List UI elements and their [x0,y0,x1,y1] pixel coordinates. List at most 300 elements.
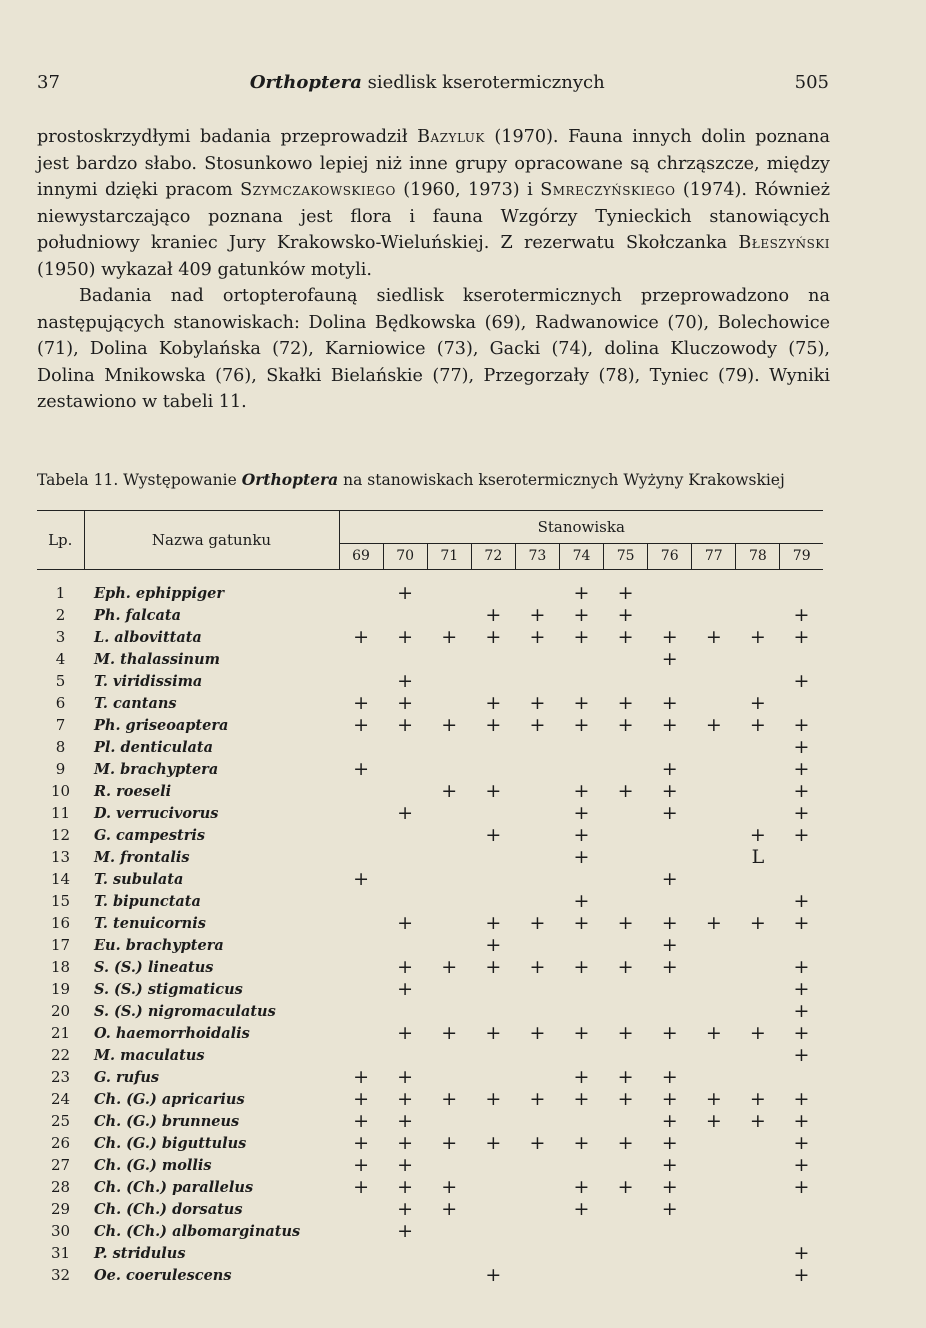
occurrence-mark: + [793,714,810,736]
table-row [37,1088,823,1110]
occurrence-mark: + [485,604,502,626]
occurrence-mark: + [529,714,546,736]
occurrence-mark: + [353,1132,369,1154]
occurrence-mark [383,1000,427,1022]
occurrence-mark [471,846,515,868]
occurrence-mark: + [353,758,369,780]
table-row [37,758,823,780]
species-name: Oe. coerulescens [94,1266,232,1284]
occurrence-mark: + [529,956,546,978]
occurrence-mark: + [661,1132,678,1154]
occurrence-mark: + [661,1198,678,1220]
occurrence-mark [427,978,471,1000]
occurrence-mark: + [661,1110,678,1132]
species-name: S. (S.) stigmaticus [94,980,243,998]
species-name: Eu. brachyptera [94,936,224,954]
occurrence-mark: + [397,1066,414,1088]
occurrence-mark [339,890,383,912]
table-row [37,780,823,802]
row-number: 19 [50,980,71,998]
occurrence-mark: + [573,604,590,626]
table-row [37,868,823,890]
occurrence-mark: + [749,912,766,934]
occurrence-mark: + [661,956,678,978]
occurrence-mark: + [617,626,634,648]
species-name: P. stridulus [94,1244,186,1262]
occurrence-mark [692,780,736,802]
occurrence-mark [736,758,780,780]
site-header-74: 74 [559,543,603,569]
species-name: T. viridissima [94,672,203,690]
occurrence-mark: + [793,1110,810,1132]
occurrence-mark [736,582,780,604]
occurrence-mark: + [353,1176,369,1198]
occurrence-mark [559,1154,603,1176]
occurrence-mark: + [353,1110,369,1132]
occurrence-mark: + [353,868,369,890]
occurrence-mark [604,890,648,912]
site-header-73: 73 [515,543,559,569]
occurrence-mark [427,1264,471,1286]
site-header-77: 77 [692,543,736,569]
occurrence-mark: + [617,1066,634,1088]
column-header-sites: Stanowiska [339,511,823,544]
occurrence-mark [604,736,648,758]
occurrence-mark: + [617,780,634,802]
occurrence-mark: + [749,714,766,736]
column-header-name: Nazwa gatunku [84,511,339,570]
occurrence-mark [692,736,736,758]
text-segment: (1970). Fauna innych dolin poznana jest bardzo słabo. Stosunkowo lepiej niż inne grupy opracowane są chrząszcze, między innymi dzięki pracom [37,127,830,200]
occurrence-mark [559,670,603,692]
occurrence-mark [604,1220,648,1242]
occurrence-mark: + [793,1022,810,1044]
species-name: O. haemorrhoidalis [94,1024,250,1042]
site-header-72: 72 [471,543,515,569]
occurrence-mark [648,978,692,1000]
occurrence-mark [604,1154,648,1176]
occurrence-mark [736,648,780,670]
occurrence-mark: + [397,1088,414,1110]
row-number: 27 [50,1156,71,1174]
occurrence-mark [559,1044,603,1066]
occurrence-mark [604,1198,648,1220]
occurrence-mark [692,890,736,912]
occurrence-mark: + [661,1154,678,1176]
occurrence-mark [559,736,603,758]
species-name: Ch. (G.) apricarius [94,1090,245,1108]
row-number: 21 [50,1024,71,1042]
occurrence-mark [471,1198,515,1220]
occurrence-mark: + [661,1176,678,1198]
occurrence-mark: + [397,1198,414,1220]
occurrence-mark: + [397,1176,414,1198]
running-title-rest: siedlisk kserotermicznych [361,72,605,93]
occurrence-mark: + [661,692,678,714]
species-name: T. cantans [94,694,177,712]
occurrence-mark: + [529,1132,546,1154]
site-header-75: 75 [604,543,648,569]
row-number: 13 [50,848,71,866]
author-name: Smreczyńskiego [540,180,676,200]
occurrence-mark [427,1242,471,1264]
occurrence-mark: + [441,1088,458,1110]
occurrence-mark [692,956,736,978]
occurrence-mark [515,780,559,802]
occurrence-mark [515,824,559,846]
occurrence-mark [383,648,427,670]
occurrence-mark [471,1110,515,1132]
occurrence-mark: + [441,956,458,978]
occurrence-mark: + [397,582,414,604]
occurrence-mark: + [485,956,502,978]
row-number: 10 [50,782,71,800]
occurrence-mark: + [397,1110,414,1132]
occurrence-mark: + [573,714,590,736]
occurrence-mark: + [485,1132,502,1154]
occurrence-mark: + [661,802,678,824]
table-row [37,1154,823,1176]
occurrence-mark: + [573,802,590,824]
species-name: Ch. (Ch.) albomarginatus [94,1222,301,1240]
occurrence-mark [736,934,780,956]
occurrence-mark [736,1066,780,1088]
occurrence-mark [427,648,471,670]
occurrence-mark [427,890,471,912]
row-number: 18 [50,958,71,976]
occurrence-mark [339,978,383,1000]
occurrence-mark [427,736,471,758]
occurrence-mark [339,1044,383,1066]
occurrence-mark [339,956,383,978]
occurrence-mark [559,1000,603,1022]
site-header-69: 69 [339,543,383,569]
occurrence-mark [559,868,603,890]
occurrence-mark: + [397,802,414,824]
occurrence-mark [648,582,692,604]
text-segment: (1974). Również niewystarczająco poznana jest flora i fauna Wzgórzy Tynieckich stanowiących południowy kraniec Jury Krakowsko-Wieluńskiej. Z rezerwatu Skołczanka [37,180,830,253]
occurrence-mark: + [485,912,502,934]
occurrence-mark [559,1110,603,1132]
occurrence-mark: + [573,890,590,912]
occurrence-mark [471,758,515,780]
row-number: 3 [55,628,66,646]
occurrence-mark [604,1264,648,1286]
occurrence-mark: + [485,1264,502,1286]
occurrence-mark [692,582,736,604]
row-number: 23 [50,1068,71,1086]
occurrence-mark: + [793,758,810,780]
occurrence-mark [736,978,780,1000]
occurrence-mark [604,846,648,868]
occurrence-mark [736,1154,780,1176]
species-name: Eph. ephippiger [94,584,225,602]
occurrence-mark [471,582,515,604]
occurrence-mark [383,604,427,626]
occurrence-mark [427,1044,471,1066]
occurrence-mark [736,1176,780,1198]
occurrence-mark [604,934,648,956]
text-segment: (1960, 1973) i [395,180,541,200]
species-name: M. thalassinum [94,650,220,668]
occurrence-mark: + [705,912,722,934]
occurrence-mark [604,670,648,692]
text-segment: prostoskrzydłymi badania przeprowadził [37,127,418,147]
occurrence-mark: + [485,934,502,956]
occurrence-mark: + [529,692,546,714]
occurrence-mark [692,934,736,956]
occurrence-mark [515,1198,559,1220]
species-name: Ch. (G.) mollis [94,1156,212,1174]
table-row [37,978,823,1000]
occurrence-mark [339,824,383,846]
row-number: 28 [50,1178,71,1196]
occurrence-mark: + [749,692,766,714]
occurrence-mark: + [353,714,369,736]
occurrence-mark [427,1154,471,1176]
species-name: Pl. denticulata [94,738,213,756]
occurrence-mark: + [617,604,634,626]
occurrence-mark [427,670,471,692]
occurrence-mark [692,1066,736,1088]
row-number: 26 [50,1134,71,1152]
occurrence-mark [427,1066,471,1088]
occurrence-mark [515,582,559,604]
occurrence-mark [339,648,383,670]
occurrence-mark: + [485,1088,502,1110]
occurrence-mark [515,934,559,956]
species-name: Ph. griseoaptera [94,716,229,734]
occurrence-mark [604,1000,648,1022]
occurrence-mark: + [661,758,678,780]
page-number-right: 505 [794,72,829,93]
occurrence-mark [427,692,471,714]
occurrence-mark [648,824,692,846]
occurrence-mark [339,802,383,824]
occurrence-mark [383,890,427,912]
occurrence-mark [604,648,648,670]
occurrence-mark: + [397,978,414,1000]
occurrence-mark: + [529,604,546,626]
occurrence-mark [780,1198,823,1220]
occurrence-mark [604,978,648,1000]
occurrence-mark [427,846,471,868]
occurrence-mark [780,846,823,868]
occurrence-mark [736,890,780,912]
row-number: 2 [55,606,66,624]
occurrence-mark: + [573,912,590,934]
occurrence-mark [780,1220,823,1242]
paragraph-1 [37,124,830,283]
occurrence-mark: + [397,1154,414,1176]
occurrence-mark [692,868,736,890]
occurrence-mark: + [661,1088,678,1110]
row-number: 17 [50,936,71,954]
table-row [37,736,823,758]
site-header-76: 76 [648,543,692,569]
occurrence-mark [339,1264,383,1286]
occurrence-mark: + [617,714,634,736]
occurrence-mark: + [793,736,810,758]
species-name: G. campestris [94,826,206,844]
occurrence-mark [427,912,471,934]
occurrence-mark [339,582,383,604]
occurrence-mark [515,648,559,670]
occurrence-mark [692,1044,736,1066]
occurrence-mark [515,978,559,1000]
running-header [37,72,829,93]
row-number: 1 [55,584,66,602]
species-name: S. (S.) lineatus [94,958,214,976]
row-number: 31 [50,1244,71,1262]
species-name: M. maculatus [94,1046,205,1064]
occurrence-mark: + [397,714,414,736]
occurrence-mark [736,1198,780,1220]
occurrence-mark: + [441,1022,458,1044]
occurrence-mark: + [573,1132,590,1154]
occurrence-mark [736,1220,780,1242]
occurrence-mark [339,736,383,758]
occurrence-mark [648,670,692,692]
occurrence-mark: + [397,1132,414,1154]
column-header-lp: Lp. [37,511,84,570]
occurrence-mark [736,1242,780,1264]
occurrence-mark [471,978,515,1000]
occurrence-mark [692,824,736,846]
occurrence-mark [339,912,383,934]
occurrence-mark [515,736,559,758]
occurrence-mark [515,670,559,692]
table-row [37,824,823,846]
occurrence-mark: + [793,1132,810,1154]
species-name: M. brachyptera [94,760,219,778]
occurrence-mark: + [749,1110,766,1132]
species-name: S. (S.) nigromaculatus [94,1002,276,1020]
occurrence-mark [515,758,559,780]
occurrence-mark [736,1132,780,1154]
occurrence-mark [471,802,515,824]
table-row [37,626,823,648]
row-number: 22 [50,1046,71,1064]
table-caption [37,470,837,489]
occurrence-mark: + [661,1066,678,1088]
occurrence-mark: + [397,626,414,648]
table-row [37,1044,823,1066]
occurrence-mark: + [485,714,502,736]
text-segment: (1950) wykazał 409 gatunków motyli. [37,259,372,280]
occurrence-mark: + [617,1176,634,1198]
occurrence-mark: + [529,1088,546,1110]
table-row [37,604,823,626]
table-row [37,934,823,956]
occurrence-mark: + [793,780,810,802]
occurrence-mark [471,648,515,670]
occurrence-mark: + [353,692,369,714]
occurrence-mark [339,1000,383,1022]
occurrence-mark: + [573,846,590,868]
occurrence-mark: + [793,604,810,626]
occurrence-mark [383,934,427,956]
occurrence-mark [648,1264,692,1286]
occurrence-mark [383,1044,427,1066]
occurrence-mark [515,890,559,912]
occurrence-mark [736,802,780,824]
table-row [37,1000,823,1022]
author-name: Szymczakowskiego [240,180,396,200]
occurrence-mark: + [661,714,678,736]
occurrence-mark [339,670,383,692]
occurrence-mark: + [793,912,810,934]
occurrence-mark: + [705,1110,722,1132]
occurrence-mark [515,1000,559,1022]
occurrence-mark [471,890,515,912]
occurrence-mark [383,758,427,780]
occurrence-mark: + [793,802,810,824]
occurrence-mark [427,868,471,890]
site-header-71: 71 [427,543,471,569]
occurrence-mark: + [661,780,678,802]
occurrence-mark: + [441,1198,458,1220]
occurrence-mark [471,1242,515,1264]
row-number: 29 [50,1200,71,1218]
occurrence-mark: + [573,1088,590,1110]
occurrence-mark [339,1242,383,1264]
row-number: 7 [55,716,66,734]
species-name: G. rufus [94,1068,160,1086]
row-number: 16 [50,914,71,932]
occurrence-mark [383,846,427,868]
occurrence-mark [780,582,823,604]
occurrence-mark: + [353,1154,369,1176]
row-number: 24 [50,1090,71,1108]
occurrence-mark: + [441,1176,458,1198]
site-header-78: 78 [736,543,780,569]
occurrence-mark [604,802,648,824]
occurrence-mark [383,868,427,890]
table-row [37,846,823,868]
occurrence-mark [471,1066,515,1088]
occurrence-mark: + [617,956,634,978]
occurrence-mark: + [573,1022,590,1044]
occurrence-mark [427,1000,471,1022]
table-row [37,582,823,604]
row-number: 4 [55,650,66,668]
occurrence-mark [692,1154,736,1176]
caption-prefix: Tabela 11. Występowanie [37,471,242,489]
occurrence-mark: + [793,1242,810,1264]
occurrence-mark [604,868,648,890]
occurrence-mark [515,1220,559,1242]
occurrence-mark: + [661,934,678,956]
occurrence-mark [339,1022,383,1044]
occurrence-mark [648,1000,692,1022]
occurrence-mark: + [397,956,414,978]
occurrence-mark [559,648,603,670]
occurrence-mark: + [661,626,678,648]
site-header-70: 70 [383,543,427,569]
species-name: Ch. (G.) biguttulus [94,1134,247,1152]
occurrence-mark [692,1176,736,1198]
occurrence-mark: + [441,626,458,648]
table-row [37,692,823,714]
occurrence-mark: + [617,1022,634,1044]
occurrence-mark [736,670,780,692]
paragraph-2: Badania nad ortopterofauną siedlisk kserotermicznych przeprowadzono na następujących stanowiskach: Dolina Będkowska (69), Radwanowice (70), Bolechowice (71), Dolina Kobylańska (72), Karniowice (73), Gacki (74), dolina Kluczowody (75), Dolina Mnikowska (76), Skałki Bielańskie (77), Przegorzały (78), Tyniec (79). Wyniki zestawiono w tabeli 11. [37,286,830,412]
occurrence-mark [471,1154,515,1176]
occurrence-mark [427,582,471,604]
row-number: 11 [50,804,71,822]
occurrence-mark [648,846,692,868]
